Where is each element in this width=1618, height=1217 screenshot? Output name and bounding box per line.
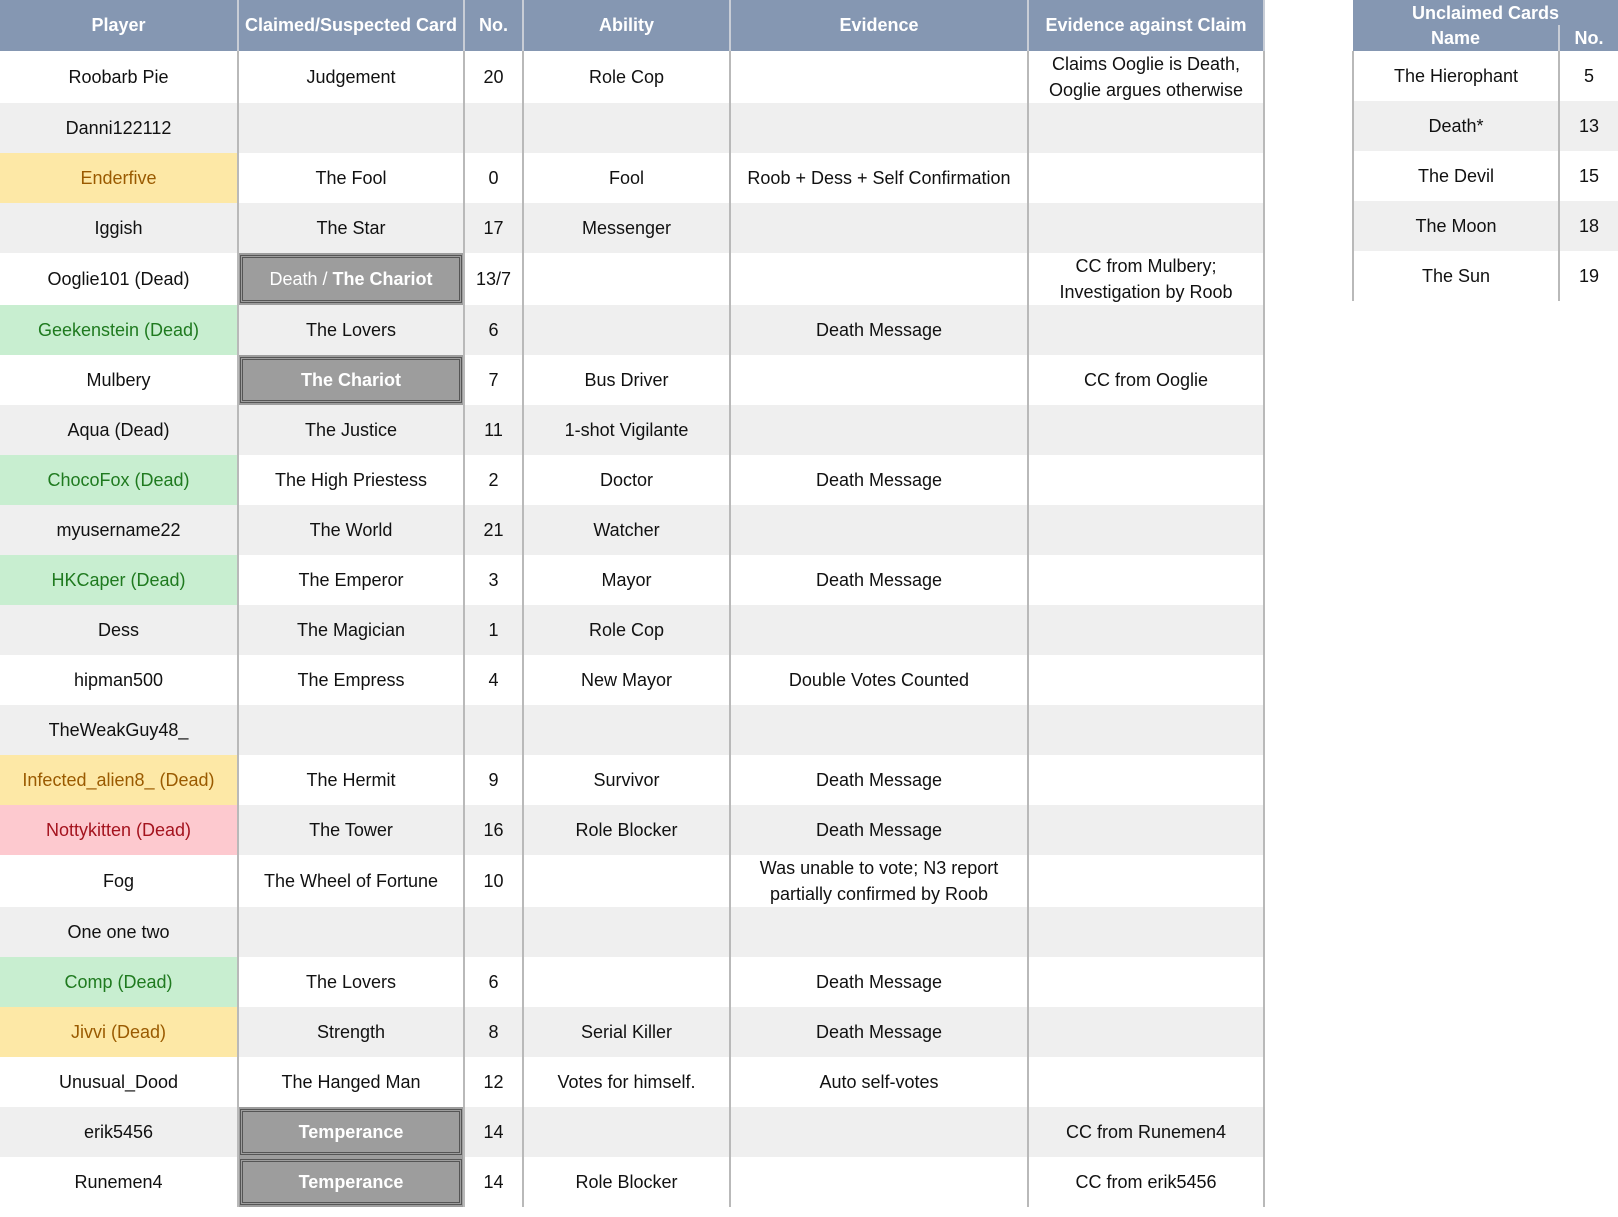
cell-ability[interactable]: Mayor xyxy=(523,555,730,605)
cell-evidence-against[interactable] xyxy=(1028,455,1264,505)
cell-ability[interactable]: Survivor xyxy=(523,755,730,805)
cell-card[interactable]: The Empress xyxy=(238,655,464,705)
cell-evidence[interactable]: Death Message xyxy=(730,455,1028,505)
cell-number[interactable] xyxy=(464,705,523,755)
unclaimed-row xyxy=(1353,101,1618,151)
cell-evidence[interactable] xyxy=(730,605,1028,655)
cell-evidence[interactable] xyxy=(730,1157,1028,1207)
cell-card[interactable]: Temperance xyxy=(238,1107,464,1157)
cell-player[interactable]: Roobarb Pie xyxy=(0,51,238,103)
unclaimed-row xyxy=(1353,251,1618,301)
cell-card[interactable]: The Hanged Man xyxy=(238,1057,464,1107)
cell-evidence[interactable] xyxy=(730,405,1028,455)
cell-number[interactable]: 21 xyxy=(464,505,523,555)
cell-card[interactable]: The Wheel of Fortune xyxy=(238,855,464,907)
cell-player[interactable]: Mulbery xyxy=(0,355,238,405)
cell-evidence[interactable]: Auto self-votes xyxy=(730,1057,1028,1107)
header-player[interactable]: Player xyxy=(0,0,238,51)
cell-number[interactable]: 12 xyxy=(464,1057,523,1107)
cell-player[interactable]: Fog xyxy=(0,855,238,907)
cell-number[interactable]: 11 xyxy=(464,405,523,455)
main-header-row xyxy=(0,0,1264,51)
table-row xyxy=(0,555,1264,605)
cell-evidence[interactable] xyxy=(730,355,1028,405)
cell-evidence[interactable] xyxy=(730,705,1028,755)
cell-card[interactable]: The Magician xyxy=(238,605,464,655)
cell-evidence[interactable]: Was unable to vote; N3 report partially confirmed by Roob xyxy=(730,855,1028,907)
table-row xyxy=(0,755,1264,805)
table-row xyxy=(0,1157,1264,1207)
cell-evidence-against[interactable] xyxy=(1028,755,1264,805)
cell-evidence-against[interactable] xyxy=(1028,1007,1264,1057)
cell-evidence-against[interactable] xyxy=(1028,405,1264,455)
cell-ability[interactable]: Role Blocker xyxy=(523,805,730,855)
cell-ability[interactable] xyxy=(523,305,730,355)
cell-card[interactable]: The High Priestess xyxy=(238,455,464,505)
cell-evidence[interactable]: Death Message xyxy=(730,1007,1028,1057)
unclaimed-row xyxy=(1353,51,1618,101)
cell-evidence-against[interactable] xyxy=(1028,805,1264,855)
cell-card[interactable]: Temperance xyxy=(238,1157,464,1207)
unclaimed-title-row xyxy=(1353,0,1618,25)
cell-ability[interactable] xyxy=(523,103,730,153)
cell-player[interactable]: Dess xyxy=(0,605,238,655)
cell-evidence-against[interactable]: CC from erik5456 xyxy=(1028,1157,1264,1207)
table-row xyxy=(0,455,1264,505)
cell-ability[interactable]: Bus Driver xyxy=(523,355,730,405)
cell-ability[interactable] xyxy=(523,1107,730,1157)
table-row xyxy=(0,907,1264,957)
cell-evidence[interactable]: Roob + Dess + Self Confirmation xyxy=(730,153,1028,203)
cell-number[interactable] xyxy=(464,907,523,957)
table-row xyxy=(0,705,1264,755)
cell-number[interactable]: 14 xyxy=(464,1107,523,1157)
header-ability[interactable]: Ability xyxy=(523,0,730,51)
cell-card-number[interactable]: 13 xyxy=(1559,101,1618,151)
cell-player[interactable]: Jivvi (Dead) xyxy=(0,1007,238,1057)
cell-evidence[interactable] xyxy=(730,253,1028,305)
cell-card[interactable] xyxy=(238,253,464,305)
cell-evidence[interactable]: Death Message xyxy=(730,957,1028,1007)
cell-player[interactable]: Unusual_Dood xyxy=(0,1057,238,1107)
cell-player[interactable]: TheWeakGuy48_ xyxy=(0,705,238,755)
cell-evidence-against[interactable] xyxy=(1028,103,1264,153)
cell-evidence-against[interactable] xyxy=(1028,907,1264,957)
cell-card[interactable]: The Lovers xyxy=(238,305,464,355)
table-row xyxy=(0,805,1264,855)
unclaimed-cards-title: Unclaimed Cards xyxy=(1353,0,1618,25)
cell-card-name[interactable]: Death* xyxy=(1353,101,1559,151)
cell-ability[interactable]: Fool xyxy=(523,153,730,203)
cell-card-number[interactable]: 5 xyxy=(1559,51,1618,101)
cell-card-number[interactable]: 19 xyxy=(1559,251,1618,301)
cell-ability[interactable]: Role Cop xyxy=(523,51,730,103)
cell-number[interactable]: 6 xyxy=(464,957,523,1007)
cell-player[interactable]: Aqua (Dead) xyxy=(0,405,238,455)
cell-ability[interactable] xyxy=(523,705,730,755)
cell-card[interactable]: The World xyxy=(238,505,464,555)
cell-card[interactable]: The Hermit xyxy=(238,755,464,805)
cell-card[interactable]: Judgement xyxy=(238,51,464,103)
cell-evidence-against[interactable]: CC from Mulbery; Investigation by Roob xyxy=(1028,253,1264,305)
cell-number[interactable]: 8 xyxy=(464,1007,523,1057)
cell-evidence-against[interactable] xyxy=(1028,505,1264,555)
cell-evidence-against[interactable] xyxy=(1028,555,1264,605)
cell-player[interactable]: Danni122112 xyxy=(0,103,238,153)
table-row xyxy=(0,855,1264,907)
cell-number[interactable]: 7 xyxy=(464,355,523,405)
header-card-number[interactable]: No. xyxy=(1559,25,1618,51)
cell-card[interactable] xyxy=(238,103,464,153)
cell-evidence-against[interactable] xyxy=(1028,203,1264,253)
cell-evidence-against[interactable] xyxy=(1028,855,1264,907)
cell-card-name[interactable]: The Sun xyxy=(1353,251,1559,301)
cell-evidence[interactable]: Death Message xyxy=(730,805,1028,855)
cell-evidence-against[interactable] xyxy=(1028,605,1264,655)
cell-card[interactable]: Strength xyxy=(238,1007,464,1057)
table-row xyxy=(0,655,1264,705)
cell-ability[interactable]: Role Blocker xyxy=(523,1157,730,1207)
cell-evidence-against[interactable]: CC from Ooglie xyxy=(1028,355,1264,405)
cell-player[interactable]: Iggish xyxy=(0,203,238,253)
table-row xyxy=(0,51,1264,103)
cell-ability[interactable]: Doctor xyxy=(523,455,730,505)
cell-ability[interactable]: Messenger xyxy=(523,203,730,253)
cell-player[interactable]: Ooglie101 (Dead) xyxy=(0,253,238,305)
unclaimed-row xyxy=(1353,151,1618,201)
table-row xyxy=(0,253,1264,305)
cell-number[interactable]: 17 xyxy=(464,203,523,253)
unclaimed-header-row xyxy=(1353,25,1618,51)
cell-card[interactable] xyxy=(238,705,464,755)
cell-evidence[interactable] xyxy=(730,505,1028,555)
cell-number[interactable]: 6 xyxy=(464,305,523,355)
card-separator: / xyxy=(317,269,333,289)
cell-card[interactable]: The Justice xyxy=(238,405,464,455)
cell-evidence[interactable]: Death Message xyxy=(730,755,1028,805)
cell-evidence-against[interactable] xyxy=(1028,655,1264,705)
cell-evidence[interactable]: Death Message xyxy=(730,555,1028,605)
cell-evidence[interactable]: Death Message xyxy=(730,305,1028,355)
header-card-name[interactable]: Name xyxy=(1353,25,1559,51)
table-row xyxy=(0,957,1264,1007)
cell-ability[interactable]: 1-shot Vigilante xyxy=(523,405,730,455)
cell-player[interactable]: Enderfive xyxy=(0,153,238,203)
cell-ability[interactable]: Watcher xyxy=(523,505,730,555)
cell-ability[interactable] xyxy=(523,907,730,957)
cell-card-name[interactable]: The Moon xyxy=(1353,201,1559,251)
cell-ability[interactable]: Serial Killer xyxy=(523,1007,730,1057)
cell-evidence[interactable] xyxy=(730,907,1028,957)
cell-evidence[interactable]: Double Votes Counted xyxy=(730,655,1028,705)
unclaimed-row xyxy=(1353,201,1618,251)
cell-evidence-against[interactable]: Claims Ooglie is Death, Ooglie argues otherwise xyxy=(1028,51,1264,103)
unclaimed-cards-table xyxy=(1352,0,1618,301)
cell-ability[interactable]: Role Cop xyxy=(523,605,730,655)
cell-player[interactable]: erik5456 xyxy=(0,1107,238,1157)
card-claimed: The Chariot xyxy=(332,269,433,289)
cell-ability[interactable] xyxy=(523,855,730,907)
cell-player[interactable]: ChocoFox (Dead) xyxy=(0,455,238,505)
cell-card[interactable]: The Tower xyxy=(238,805,464,855)
cell-number[interactable]: 9 xyxy=(464,755,523,805)
cell-player[interactable]: Runemen4 xyxy=(0,1157,238,1207)
table-row xyxy=(0,605,1264,655)
header-evidence-against[interactable]: Evidence against Claim xyxy=(1028,0,1264,51)
table-row xyxy=(0,203,1264,253)
cell-player[interactable]: Nottykitten (Dead) xyxy=(0,805,238,855)
cell-number[interactable]: 13/7 xyxy=(464,253,523,305)
cell-number[interactable]: 0 xyxy=(464,153,523,203)
table-row xyxy=(0,1057,1264,1107)
cell-ability[interactable]: Votes for himself. xyxy=(523,1057,730,1107)
cell-card[interactable]: The Fool xyxy=(238,153,464,203)
cell-card[interactable] xyxy=(238,907,464,957)
cell-number[interactable]: 3 xyxy=(464,555,523,605)
cell-number[interactable] xyxy=(464,103,523,153)
cell-number[interactable]: 16 xyxy=(464,805,523,855)
cell-evidence-against[interactable] xyxy=(1028,153,1264,203)
cell-card-number[interactable]: 18 xyxy=(1559,201,1618,251)
cell-player[interactable]: HKCaper (Dead) xyxy=(0,555,238,605)
cell-card[interactable]: The Chariot xyxy=(238,355,464,405)
cell-player[interactable]: Geekenstein (Dead) xyxy=(0,305,238,355)
table-row xyxy=(0,103,1264,153)
cell-player[interactable]: myusername22 xyxy=(0,505,238,555)
table-row xyxy=(0,405,1264,455)
header-number[interactable]: No. xyxy=(464,0,523,51)
cell-evidence[interactable] xyxy=(730,103,1028,153)
cell-card-number[interactable]: 15 xyxy=(1559,151,1618,201)
header-evidence[interactable]: Evidence xyxy=(730,0,1028,51)
cell-number[interactable]: 20 xyxy=(464,51,523,103)
table-row xyxy=(0,355,1264,405)
cell-player[interactable]: hipman500 xyxy=(0,655,238,705)
cell-number[interactable]: 10 xyxy=(464,855,523,907)
cell-evidence[interactable] xyxy=(730,1107,1028,1157)
table-row xyxy=(0,505,1264,555)
cell-card[interactable]: The Emperor xyxy=(238,555,464,605)
cell-evidence[interactable] xyxy=(730,51,1028,103)
cell-card-name[interactable]: The Devil xyxy=(1353,151,1559,201)
cell-evidence-against[interactable] xyxy=(1028,1057,1264,1107)
table-row xyxy=(0,305,1264,355)
table-row xyxy=(0,1007,1264,1057)
cell-player[interactable]: Infected_alien8_ (Dead) xyxy=(0,755,238,805)
cell-number[interactable]: 2 xyxy=(464,455,523,505)
cell-evidence-against[interactable] xyxy=(1028,957,1264,1007)
cell-card[interactable]: The Star xyxy=(238,203,464,253)
cell-evidence-against[interactable]: CC from Runemen4 xyxy=(1028,1107,1264,1157)
cell-number[interactable]: 14 xyxy=(464,1157,523,1207)
cell-ability[interactable] xyxy=(523,957,730,1007)
header-claimed-card[interactable]: Claimed/Suspected Card xyxy=(238,0,464,51)
cell-evidence[interactable] xyxy=(730,203,1028,253)
cell-evidence-against[interactable] xyxy=(1028,705,1264,755)
table-row xyxy=(0,1107,1264,1157)
cell-card-name[interactable]: The Hierophant xyxy=(1353,51,1559,101)
cell-ability[interactable] xyxy=(523,253,730,305)
table-row xyxy=(0,153,1264,203)
cell-number[interactable]: 1 xyxy=(464,605,523,655)
cell-ability[interactable]: New Mayor xyxy=(523,655,730,705)
cell-number[interactable]: 4 xyxy=(464,655,523,705)
cell-player[interactable]: Comp (Dead) xyxy=(0,957,238,1007)
cell-card[interactable]: The Lovers xyxy=(238,957,464,1007)
cell-evidence-against[interactable] xyxy=(1028,305,1264,355)
card-suspected: Death xyxy=(269,269,318,289)
cell-player[interactable]: One one two xyxy=(0,907,238,957)
